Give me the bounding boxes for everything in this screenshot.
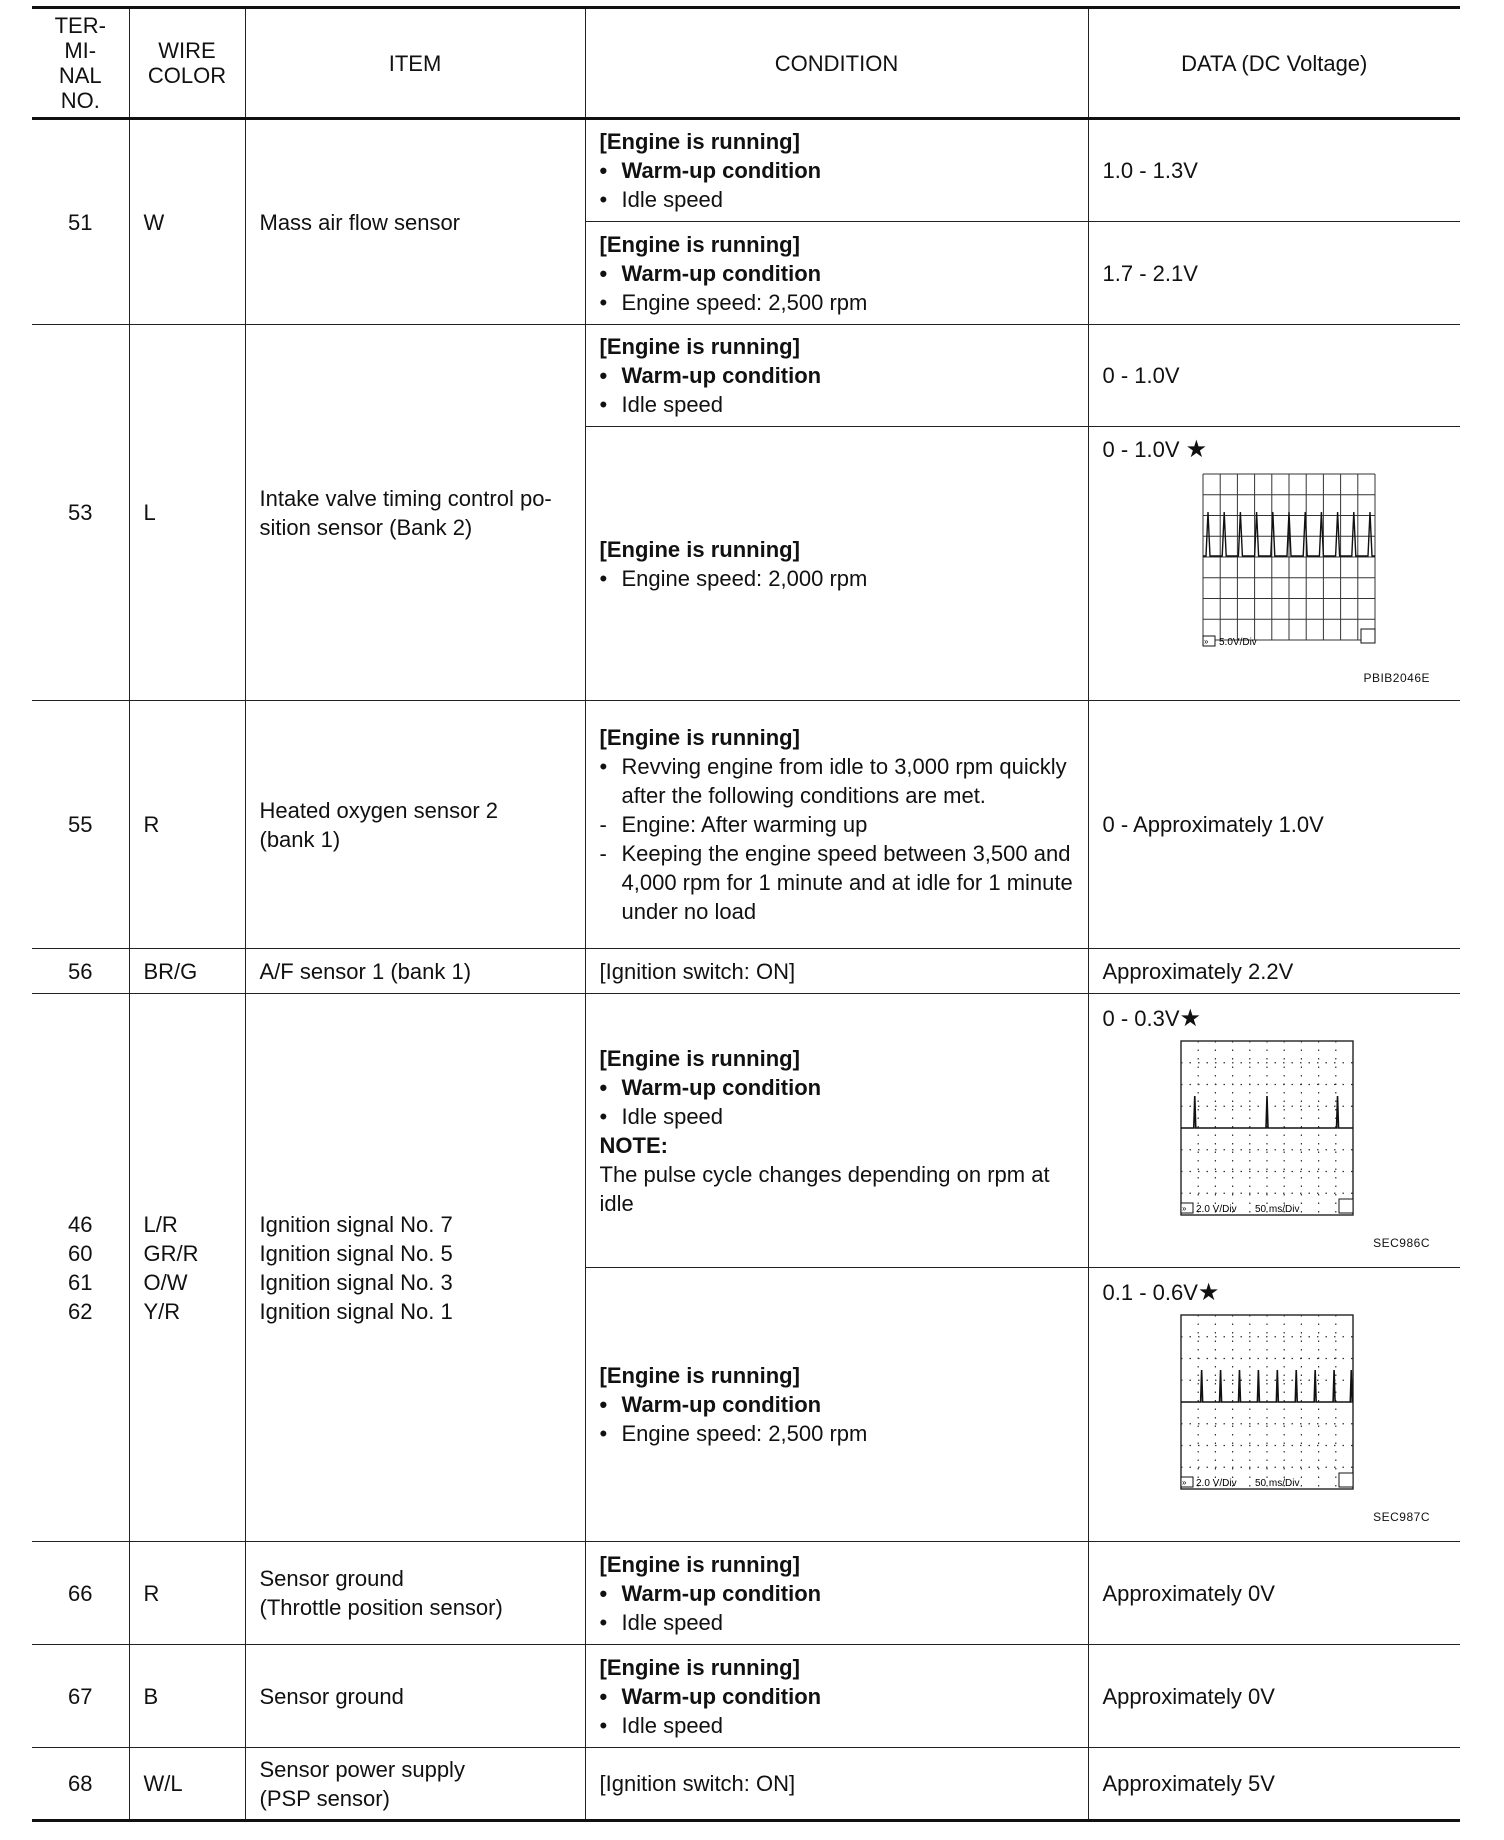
condition-bullet: Engine speed: 2,500 rpm — [621, 289, 868, 315]
terminal-no: 66 — [32, 1542, 129, 1645]
table-row — [32, 1645, 1460, 1748]
terminal-data-table — [32, 6, 1460, 1822]
condition-title: [Engine is running] — [599, 334, 800, 359]
wire-color: W/L — [129, 1748, 245, 1821]
data-cell — [1088, 1268, 1460, 1542]
condition-cell: [Engine is running] • Warm-up condition • Idle speed — [585, 1542, 1088, 1645]
scope-timebase: 50 ms/Div — [1254, 1203, 1299, 1215]
data-cell: 0 - 1.0V — [1088, 325, 1460, 427]
table-row — [32, 949, 1460, 994]
condition-cell: [Engine is running] • Engine speed: 2,000 rpm — [585, 427, 1088, 701]
condition-cell: [Engine is running] • Warm-up condition • Idle speed — [585, 325, 1088, 427]
figure-code: PBIB2046E — [1363, 670, 1430, 685]
scope-scale: 2.0 V/Div — [1195, 1477, 1237, 1489]
scope-scale: 2.0 V/Div — [1195, 1203, 1237, 1215]
star-icon: ★ — [1179, 1004, 1202, 1032]
condition-title: [Engine is running] — [599, 1363, 800, 1388]
condition-cell: [Engine is running] • Warm-up condition • Engine speed: 2,500 rpm — [585, 222, 1088, 325]
wire-color: R — [129, 1542, 245, 1645]
oscilloscope-waveform-pbib2046e — [1103, 464, 1443, 664]
terminal-no: 46 60 61 62 — [32, 994, 129, 1542]
wire-color: R — [129, 701, 245, 949]
table-row — [32, 1748, 1460, 1821]
condition-cell: [Ignition switch: ON] — [585, 949, 1088, 994]
scope-scale: 5.0V/Div — [1218, 636, 1257, 648]
wire-color: W — [129, 119, 245, 325]
item-cell: Sensor power supply (PSP sensor) — [245, 1748, 585, 1821]
data-cell: Approximately 0V — [1088, 1542, 1460, 1645]
item-cell: Mass air flow sensor — [245, 119, 585, 325]
condition-bullet: Warm-up condition — [621, 363, 822, 388]
condition-cell: [Engine is running] • Warm-up condition • Engine speed: 2,500 rpm — [585, 1268, 1088, 1542]
condition-subitem: Keeping the engine speed between 3,500 and 4,000 rpm for 1 minute and at idle for 1 minute under no load — [621, 841, 1073, 924]
condition-bullet: Engine speed: 2,500 rpm — [621, 1421, 868, 1446]
data-cell: Approximately 5V — [1088, 1748, 1460, 1821]
item-cell: Sensor ground — [245, 1645, 585, 1748]
note-text: The pulse cycle changes depending on rpm at idle — [599, 1161, 1050, 1216]
table-row — [32, 119, 1460, 222]
scope-timebase: 50 ms/Div — [1254, 1477, 1299, 1489]
svg-text:»: » — [1203, 636, 1208, 646]
condition-bullet: Warm-up condition — [621, 1683, 822, 1709]
svg-text:»: » — [1181, 1477, 1186, 1487]
header-condition: CONDITION — [585, 8, 1088, 119]
condition-bullet: Warm-up condition — [621, 260, 822, 286]
wire-color: L — [129, 325, 245, 701]
condition-bullet: Warm-up condition — [621, 1580, 822, 1606]
condition-bullet: Idle speed — [621, 1712, 724, 1738]
data-cell: 0 - Approximately 1.0V — [1088, 701, 1460, 949]
data-cell — [1088, 427, 1460, 701]
data-cell: Approximately 0V — [1088, 1645, 1460, 1748]
condition-cell: [Ignition switch: ON] — [585, 1748, 1088, 1821]
condition-bullet: Idle speed — [621, 187, 724, 212]
oscilloscope-waveform-sec986c — [1103, 1033, 1443, 1229]
item-cell: Ignition signal No. 7 Ignition signal No. 5 Ignition signal No. 3 Ignition signal No. 1 — [245, 994, 585, 1542]
terminal-no: 67 — [32, 1645, 129, 1748]
condition-bullet: Idle speed — [621, 1103, 724, 1129]
condition-bullet: Warm-up condition — [621, 1074, 822, 1100]
data-cell: 1.7 - 2.1V — [1088, 222, 1460, 325]
voltage-value: 0 - 1.0V — [1102, 436, 1180, 462]
star-icon: ★ — [1185, 435, 1208, 463]
table-row — [32, 701, 1460, 949]
wire-color: BR/G — [129, 949, 245, 994]
terminal-no: 68 — [32, 1748, 129, 1821]
item-cell: Heated oxygen sensor 2 (bank 1) — [245, 701, 585, 949]
voltage-value: 0.1 - 0.6V — [1102, 1279, 1198, 1305]
condition-cell: [Engine is running] • Warm-up condition • Idle speed NOTE: The pulse cycle changes depending on rpm at idle — [585, 994, 1088, 1268]
item-cell: A/F sensor 1 (bank 1) — [245, 949, 585, 994]
data-cell: Approximately 2.2V — [1088, 949, 1460, 994]
figure-code: SEC987C — [1373, 1509, 1430, 1524]
note-title: NOTE: — [599, 1132, 668, 1158]
condition-bullet: Idle speed — [621, 1609, 724, 1635]
condition-cell: [Engine is running] • Revving engine from idle to 3,000 rpm quickly after the following conditions are met. - Engine: After warming up - Keeping the engine speed between 3,500 and 4,000 rpm for 1 minute and at idle for 1 minute under no load — [585, 701, 1088, 949]
terminal-no: 56 — [32, 949, 129, 994]
table-row — [32, 325, 1460, 427]
terminal-no: 55 — [32, 701, 129, 949]
figure-code: SEC986C — [1373, 1235, 1430, 1250]
condition-cell: [Engine is running] • Warm-up condition • Idle speed — [585, 1645, 1088, 1748]
condition-cell: [Engine is running] • Warm-up condition • Idle speed — [585, 119, 1088, 222]
data-cell — [1088, 994, 1460, 1268]
condition-bullet: Warm-up condition — [621, 158, 822, 183]
item-cell: Sensor ground (Throttle position sensor) — [245, 1542, 585, 1645]
star-icon: ★ — [1197, 1278, 1220, 1306]
data-cell: 1.0 - 1.3V — [1088, 119, 1460, 222]
condition-bullet: Idle speed — [621, 392, 724, 417]
oscilloscope-waveform-sec987c — [1103, 1307, 1443, 1503]
condition-title: [Engine is running] — [599, 231, 800, 257]
table-row — [32, 1542, 1460, 1645]
terminal-no: 51 — [32, 119, 129, 325]
condition-title: [Engine is running] — [599, 1045, 800, 1071]
item-cell: Intake valve timing control po- sition sensor (Bank 2) — [245, 325, 585, 701]
header-item: ITEM — [245, 8, 585, 119]
condition-title: [Engine is running] — [599, 1551, 800, 1577]
voltage-value: 0 - 0.3V — [1102, 1005, 1180, 1031]
header-data: DATA (DC Voltage) — [1088, 8, 1460, 119]
header-terminal: TER- MI- NAL NO. — [32, 8, 129, 119]
condition-title: [Engine is running] — [599, 1654, 800, 1680]
table-header-row — [32, 8, 1460, 119]
condition-title: [Engine is running] — [599, 129, 800, 154]
condition-subitem: Engine: After warming up — [621, 812, 868, 837]
table-row — [32, 994, 1460, 1268]
svg-text:»: » — [1181, 1203, 1186, 1213]
condition-bullet: Revving engine from idle to 3,000 rpm quickly after the following conditions are met. — [621, 754, 1067, 808]
condition-title: [Engine is running] — [599, 536, 800, 562]
condition-bullet: Engine speed: 2,000 rpm — [621, 565, 868, 591]
wire-color: B — [129, 1645, 245, 1748]
wire-color: L/R GR/R O/W Y/R — [129, 994, 245, 1542]
header-wire-color: WIRE COLOR — [129, 8, 245, 119]
terminal-no: 53 — [32, 325, 129, 701]
condition-bullet: Warm-up condition — [621, 1392, 822, 1417]
condition-title: [Engine is running] — [599, 725, 800, 750]
